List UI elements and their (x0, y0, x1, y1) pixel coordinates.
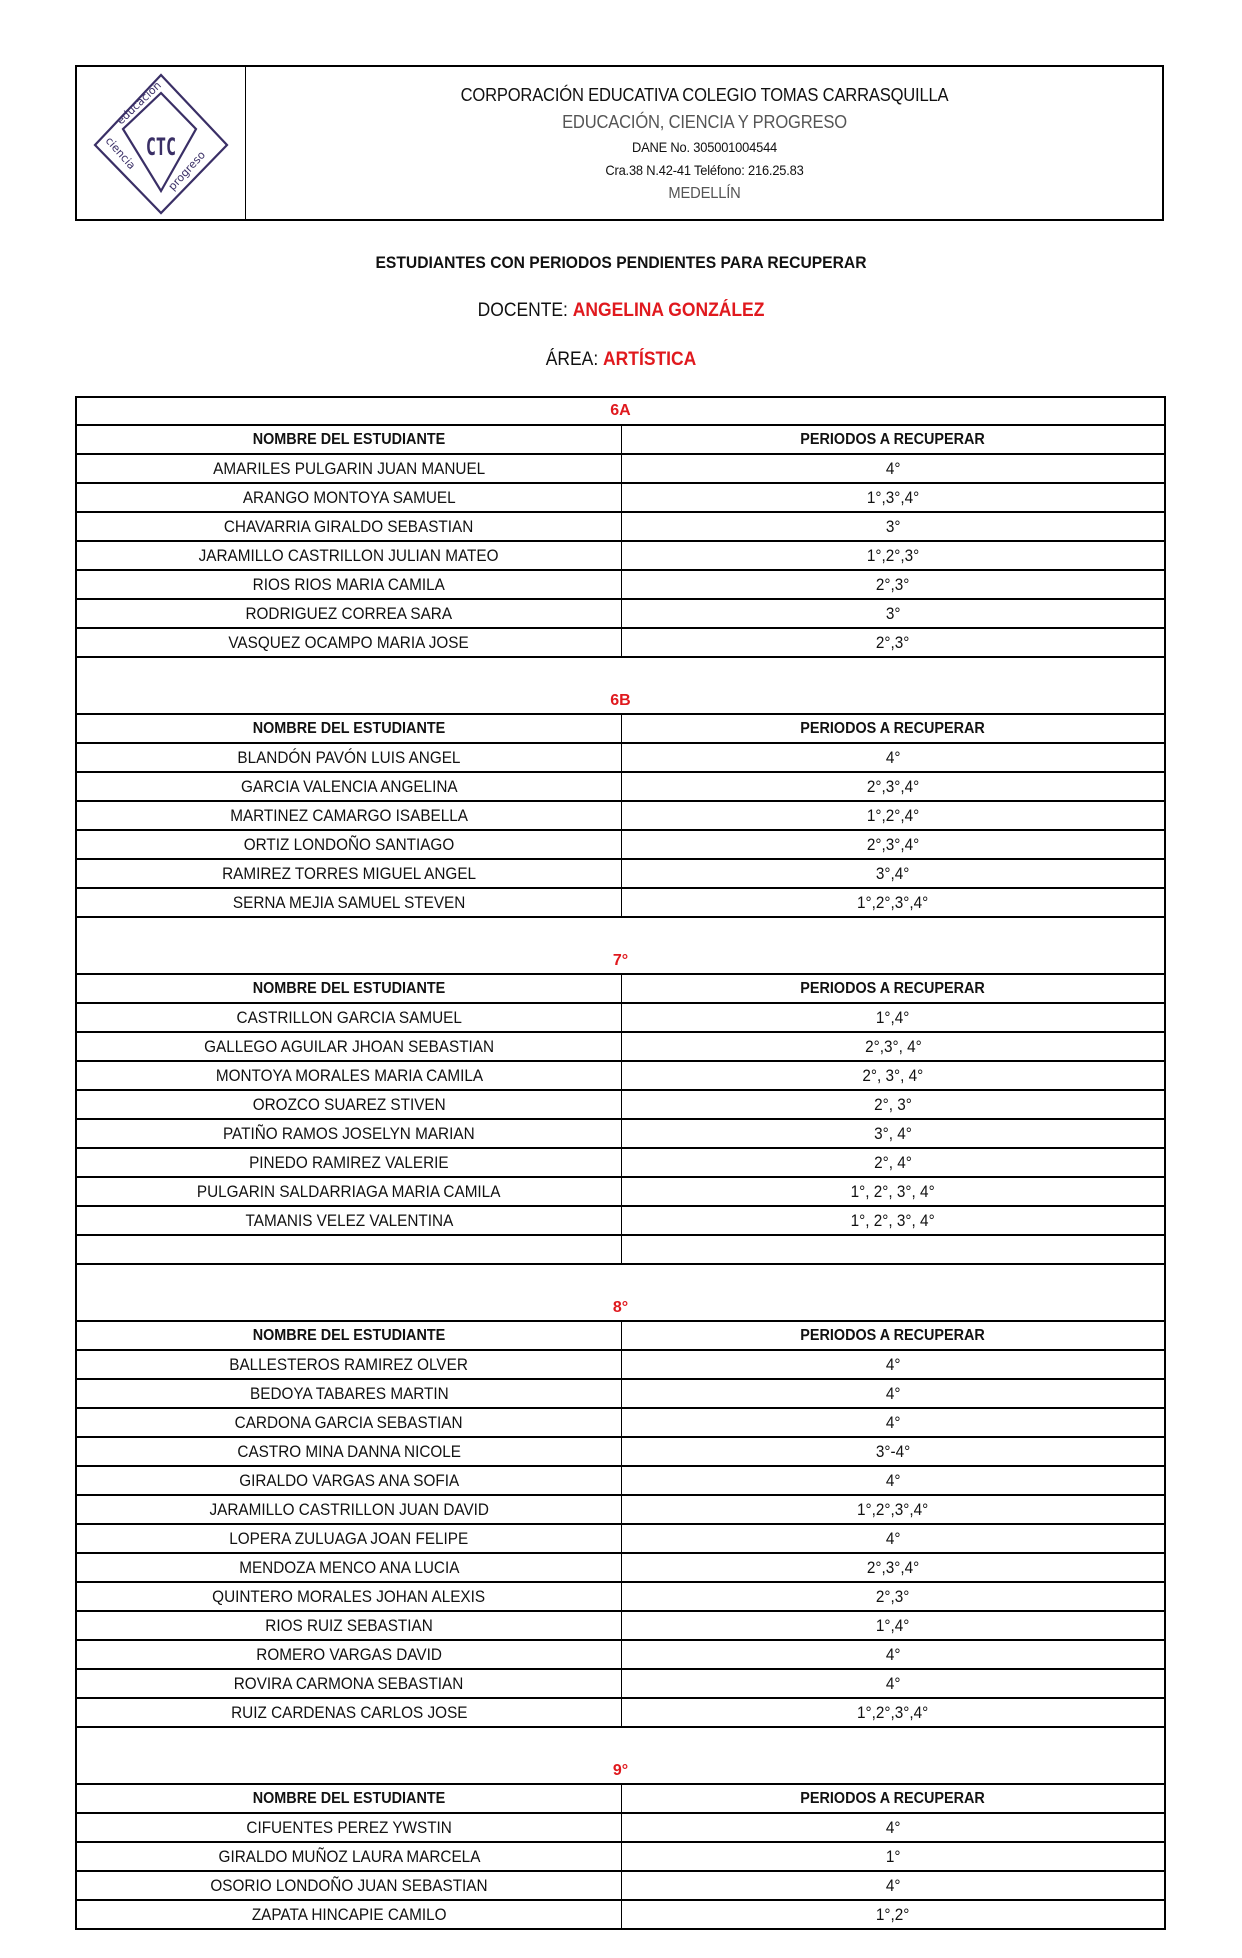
student-periods: 1°,4° (876, 1007, 910, 1027)
student-name-cell (77, 1525, 622, 1552)
student-name-cell (77, 1641, 622, 1668)
student-name-cell (77, 1583, 622, 1610)
grade-label: 6B (610, 692, 631, 709)
student-periods: 4° (885, 1354, 901, 1374)
student-name-cell (77, 455, 622, 482)
table-row (77, 1236, 1164, 1265)
student-periods: 2°,3°, 4° (864, 1036, 922, 1056)
grade-row (77, 1265, 1164, 1322)
column-header-periods (622, 975, 1164, 1002)
column-header-periods (622, 426, 1164, 453)
student-name-cell (77, 831, 622, 858)
column-header-row (77, 715, 1164, 744)
student-periods: 4° (885, 1383, 901, 1403)
student-name-cell (77, 513, 622, 540)
student-name: BEDOYA TABARES MARTIN (249, 1383, 449, 1403)
student-name: RIOS RIOS MARIA CAMILA (252, 574, 446, 594)
table-row (77, 1120, 1164, 1149)
column-header-periods (622, 1322, 1164, 1349)
ctc-school-logo-icon (91, 73, 231, 215)
student-periods: 2°,3°,4° (866, 834, 920, 854)
column-header-name-text: NOMBRE DEL ESTUDIANTE (252, 430, 446, 448)
student-periods: 1°,2°,4° (866, 805, 920, 825)
student-name-cell (77, 484, 622, 511)
table-row (77, 1612, 1164, 1641)
student-periods: 1°,2°,3°,4° (857, 892, 929, 912)
subject-label: ÁREA: (545, 349, 604, 370)
student-name: RAMIREZ TORRES MIGUEL ANGEL (222, 863, 476, 883)
student-periods-cell (622, 860, 1164, 887)
student-name-cell (77, 773, 622, 800)
student-name-cell (77, 1670, 622, 1697)
table-row (77, 1670, 1164, 1699)
table-row (77, 744, 1164, 773)
student-periods: 1°, 2°, 3°, 4° (850, 1181, 936, 1201)
grade-row (77, 918, 1164, 975)
table-row (77, 1091, 1164, 1120)
institution-header (75, 65, 1164, 221)
city: MEDELLÍN (668, 185, 741, 202)
student-periods-cell (622, 1062, 1164, 1089)
student-name: BLANDÓN PAVÓN LUIS ANGEL (237, 747, 461, 767)
column-header-row (77, 426, 1164, 455)
student-name: RUIZ CARDENAS CARLOS JOSE (230, 1702, 468, 1722)
grade-row (77, 1728, 1164, 1785)
student-name-cell (77, 1467, 622, 1494)
student-name-cell (77, 744, 622, 771)
student-periods: 4° (885, 1470, 901, 1490)
student-name-cell (77, 1901, 622, 1928)
student-name: MONTOYA MORALES MARIA CAMILA (215, 1065, 483, 1085)
logo-monogram: CTC (145, 132, 177, 161)
table-row (77, 1207, 1164, 1236)
column-header-periods-text: PERIODOS A RECUPERAR (800, 430, 986, 448)
student-periods-cell (622, 1351, 1164, 1378)
student-periods-cell (622, 1149, 1164, 1176)
table-row (77, 629, 1164, 658)
table-row (77, 860, 1164, 889)
student-name: JARAMILLO CASTRILLON JUAN DAVID (209, 1499, 489, 1519)
student-periods: 3°,4° (876, 863, 910, 883)
pending-periods-table (75, 396, 1166, 1930)
student-name-cell (77, 1843, 622, 1870)
table-row (77, 455, 1164, 484)
table-row (77, 513, 1164, 542)
table-row (77, 1901, 1164, 1928)
table-row (77, 1641, 1164, 1670)
student-periods: 3°, 4° (874, 1123, 912, 1143)
student-periods-cell (622, 600, 1164, 627)
student-periods-cell (622, 1236, 1164, 1263)
student-periods: 4° (885, 458, 901, 478)
column-header-periods-text: PERIODOS A RECUPERAR (800, 719, 986, 737)
column-header-name-text: NOMBRE DEL ESTUDIANTE (252, 1789, 446, 1807)
institution-info (247, 67, 1162, 219)
student-periods: 3° (885, 516, 901, 536)
student-periods: 1°,2°,3° (866, 545, 920, 565)
column-header-name-text: NOMBRE DEL ESTUDIANTE (252, 979, 446, 997)
student-periods-cell (622, 1207, 1164, 1234)
student-periods-cell (622, 802, 1164, 829)
student-name-cell (77, 1814, 622, 1841)
student-periods-cell (622, 1496, 1164, 1523)
student-periods-cell (622, 1901, 1164, 1928)
table-row (77, 1467, 1164, 1496)
student-periods: 4° (885, 1644, 901, 1664)
document-title: ESTUDIANTES CON PERIODOS PENDIENTES PARA RECUPERAR (375, 253, 867, 272)
student-periods-cell (622, 889, 1164, 916)
student-name: LOPERA ZULUAGA JOAN FELIPE (229, 1528, 469, 1548)
grade-label: 8° (612, 1299, 629, 1316)
column-header-row (77, 1785, 1164, 1814)
student-periods-cell (622, 1409, 1164, 1436)
student-name: PINEDO RAMIREZ VALERIE (249, 1152, 449, 1172)
student-name: BALLESTEROS RAMIREZ OLVER (229, 1354, 469, 1374)
student-periods-cell (622, 1612, 1164, 1639)
student-periods: 1°,2°,3°,4° (857, 1702, 929, 1722)
address-phone: Cra.38 N.42-41 Teléfono: 216.25.83 (605, 162, 804, 178)
student-periods-cell (622, 1120, 1164, 1147)
column-header-row (77, 1322, 1164, 1351)
table-row (77, 542, 1164, 571)
table-row (77, 1814, 1164, 1843)
student-periods-cell (622, 1670, 1164, 1697)
student-name-cell (77, 1091, 622, 1118)
student-periods: 3° (885, 603, 901, 623)
student-name-cell (77, 600, 622, 627)
student-name: ARANGO MONTOYA SAMUEL (242, 487, 456, 507)
student-periods: 2°,3°,4° (866, 776, 920, 796)
student-periods-cell (622, 773, 1164, 800)
student-name: SERNA MEJIA SAMUEL STEVEN (232, 892, 466, 912)
table-row (77, 1583, 1164, 1612)
student-name-cell (77, 1062, 622, 1089)
student-periods-cell (622, 1872, 1164, 1899)
student-periods: 2°, 4° (874, 1152, 912, 1172)
student-periods-cell (622, 1004, 1164, 1031)
table-row (77, 1149, 1164, 1178)
grade-label: 6A (610, 402, 631, 419)
subject-line (50, 349, 1193, 371)
table-row (77, 600, 1164, 629)
student-periods-cell (622, 1525, 1164, 1552)
student-name: CARDONA GARCIA SEBASTIAN (235, 1412, 463, 1432)
student-periods-cell (622, 571, 1164, 598)
student-name-cell (77, 1207, 622, 1234)
student-name-cell (77, 1872, 622, 1899)
column-header-name (77, 1785, 622, 1812)
student-name: ORTIZ LONDOÑO SANTIAGO (243, 834, 455, 854)
student-name-cell (77, 1699, 622, 1726)
institution-name: CORPORACIÓN EDUCATIVA COLEGIO TOMAS CARRASQUILLA (460, 85, 949, 105)
student-name-cell (77, 1380, 622, 1407)
logo-word-ciencia: ciencia (102, 134, 139, 173)
table-row (77, 1699, 1164, 1728)
column-header-name (77, 1322, 622, 1349)
student-periods: 1°, 2°, 3°, 4° (850, 1210, 936, 1230)
institution-motto: EDUCACIÓN, CIENCIA Y PROGRESO (562, 112, 847, 132)
student-name-cell (77, 1351, 622, 1378)
student-periods: 2°,3° (876, 1586, 910, 1606)
student-name-cell (77, 629, 622, 656)
table-row (77, 773, 1164, 802)
table-row (77, 571, 1164, 600)
student-periods: 2°,3° (876, 574, 910, 594)
table-row (77, 484, 1164, 513)
student-name: RIOS RUIZ SEBASTIAN (265, 1615, 433, 1635)
column-header-periods (622, 1785, 1164, 1812)
table-row (77, 1004, 1164, 1033)
column-header-periods-text: PERIODOS A RECUPERAR (800, 979, 986, 997)
student-periods: 1°,2°,3°,4° (857, 1499, 929, 1519)
student-name: GALLEGO AGUILAR JHOAN SEBASTIAN (204, 1036, 494, 1056)
student-name: PULGARIN SALDARRIAGA MARIA CAMILA (197, 1181, 501, 1201)
student-name-cell (77, 1612, 622, 1639)
student-name: JARAMILLO CASTRILLON JULIAN MATEO (199, 545, 499, 565)
student-name-cell (77, 1236, 622, 1263)
student-name: CHAVARRIA GIRALDO SEBASTIAN (224, 516, 474, 536)
student-periods-cell (622, 484, 1164, 511)
column-header-name (77, 426, 622, 453)
student-name: RODRIGUEZ CORREA SARA (245, 603, 453, 623)
student-periods: 1°,3°,4° (866, 487, 920, 507)
student-name-cell (77, 1120, 622, 1147)
student-name: MARTINEZ CAMARGO ISABELLA (230, 805, 468, 825)
student-periods: 2°, 3° (874, 1094, 912, 1114)
student-periods: 4° (885, 1528, 901, 1548)
table-row (77, 889, 1164, 918)
student-name: CIFUENTES PEREZ YWSTIN (246, 1817, 452, 1837)
student-periods-cell (622, 1554, 1164, 1581)
student-periods: 2°,3° (876, 632, 910, 652)
student-periods-cell (622, 629, 1164, 656)
student-name-cell (77, 1033, 622, 1060)
student-name: QUINTERO MORALES JOHAN ALEXIS (212, 1586, 486, 1606)
student-name: VASQUEZ OCAMPO MARIA JOSE (228, 632, 470, 652)
table-row (77, 1525, 1164, 1554)
column-header-periods-text: PERIODOS A RECUPERAR (800, 1326, 986, 1344)
teacher-label: DOCENTE: (477, 300, 573, 321)
student-periods: 1°,4° (876, 1615, 910, 1635)
table-row (77, 1872, 1164, 1901)
student-name: TAMANIS VELEZ VALENTINA (245, 1210, 453, 1230)
table-row (77, 1409, 1164, 1438)
student-name: MENDOZA MENCO ANA LUCIA (238, 1557, 460, 1577)
student-periods: 1° (885, 1846, 901, 1866)
student-periods: 4° (885, 747, 901, 767)
student-periods: 1°,2° (876, 1904, 910, 1924)
column-header-name (77, 975, 622, 1002)
student-periods-cell (622, 1380, 1164, 1407)
student-periods-cell (622, 1583, 1164, 1610)
column-header-periods (622, 715, 1164, 742)
student-name-cell (77, 1409, 622, 1436)
table-row (77, 1351, 1164, 1380)
student-name-cell (77, 571, 622, 598)
student-name: OROZCO SUAREZ STIVEN (252, 1094, 446, 1114)
student-name: AMARILES PULGARIN JUAN MANUEL (212, 458, 486, 478)
student-periods-cell (622, 744, 1164, 771)
student-periods-cell (622, 455, 1164, 482)
teacher-name: ANGELINA GONZÁLEZ (572, 300, 765, 321)
student-name: GIRALDO MUÑOZ LAURA MARCELA (218, 1846, 480, 1866)
grade-row (77, 658, 1164, 715)
student-periods-cell (622, 513, 1164, 540)
table-row (77, 1843, 1164, 1872)
column-header-name (77, 715, 622, 742)
student-name: ROVIRA CARMONA SEBASTIAN (234, 1673, 464, 1693)
student-periods: 4° (885, 1875, 901, 1895)
student-name: CASTRO MINA DANNA NICOLE (237, 1441, 461, 1461)
student-periods: 3°-4° (875, 1441, 911, 1461)
student-name: CASTRILLON GARCIA SAMUEL (236, 1007, 462, 1027)
student-periods-cell (622, 1699, 1164, 1726)
student-periods-cell (622, 1641, 1164, 1668)
student-periods: 4° (885, 1673, 901, 1693)
student-periods-cell (622, 1178, 1164, 1205)
student-name: OSORIO LONDOÑO JUAN SEBASTIAN (210, 1875, 488, 1895)
student-name-cell (77, 802, 622, 829)
student-name-cell (77, 1554, 622, 1581)
table-row (77, 1178, 1164, 1207)
grade-label: 7° (612, 952, 629, 969)
subject-name: ARTÍSTICA (603, 349, 697, 370)
column-header-row (77, 975, 1164, 1004)
grade-label: 9° (612, 1762, 629, 1779)
student-periods: 4° (885, 1817, 901, 1837)
student-periods-cell (622, 1091, 1164, 1118)
student-periods-cell (622, 542, 1164, 569)
table-row (77, 1033, 1164, 1062)
logo-cell (77, 67, 246, 219)
student-periods: 2°, 3°, 4° (862, 1065, 924, 1085)
student-periods-cell (622, 1843, 1164, 1870)
student-name: PATIÑO RAMOS JOSELYN MARIAN (223, 1123, 475, 1143)
student-name-cell (77, 889, 622, 916)
table-row (77, 802, 1164, 831)
logo-word-educacion: educación (114, 78, 164, 128)
table-row (77, 1380, 1164, 1409)
student-name-cell (77, 1438, 622, 1465)
student-name-cell (77, 1178, 622, 1205)
student-periods-cell (622, 1814, 1164, 1841)
logo-word-progreso: progreso (165, 148, 208, 194)
column-header-periods-text: PERIODOS A RECUPERAR (800, 1789, 986, 1807)
column-header-name-text: NOMBRE DEL ESTUDIANTE (252, 719, 446, 737)
table-row (77, 1554, 1164, 1583)
student-periods: 4° (885, 1412, 901, 1432)
student-periods-cell (622, 1033, 1164, 1060)
student-name: ZAPATA HINCAPIE CAMILO (251, 1904, 447, 1924)
student-periods: 2°,3°,4° (866, 1557, 920, 1577)
dane-number: DANE No. 305001004544 (631, 139, 778, 155)
table-row (77, 1496, 1164, 1525)
student-name: GIRALDO VARGAS ANA SOFIA (239, 1470, 459, 1490)
student-name-cell (77, 1496, 622, 1523)
student-name: ROMERO VARGAS DAVID (256, 1644, 442, 1664)
student-name: GARCIA VALENCIA ANGELINA (240, 776, 458, 796)
table-row (77, 831, 1164, 860)
table-row (77, 1062, 1164, 1091)
student-name-cell (77, 1149, 622, 1176)
student-periods-cell (622, 1467, 1164, 1494)
student-periods-cell (622, 831, 1164, 858)
student-name-cell (77, 1004, 622, 1031)
student-name-cell (77, 860, 622, 887)
student-periods-cell (622, 1438, 1164, 1465)
grade-row (77, 398, 1164, 426)
teacher-line (50, 300, 1193, 322)
column-header-name-text: NOMBRE DEL ESTUDIANTE (252, 1326, 446, 1344)
table-row (77, 1438, 1164, 1467)
student-name-cell (77, 542, 622, 569)
